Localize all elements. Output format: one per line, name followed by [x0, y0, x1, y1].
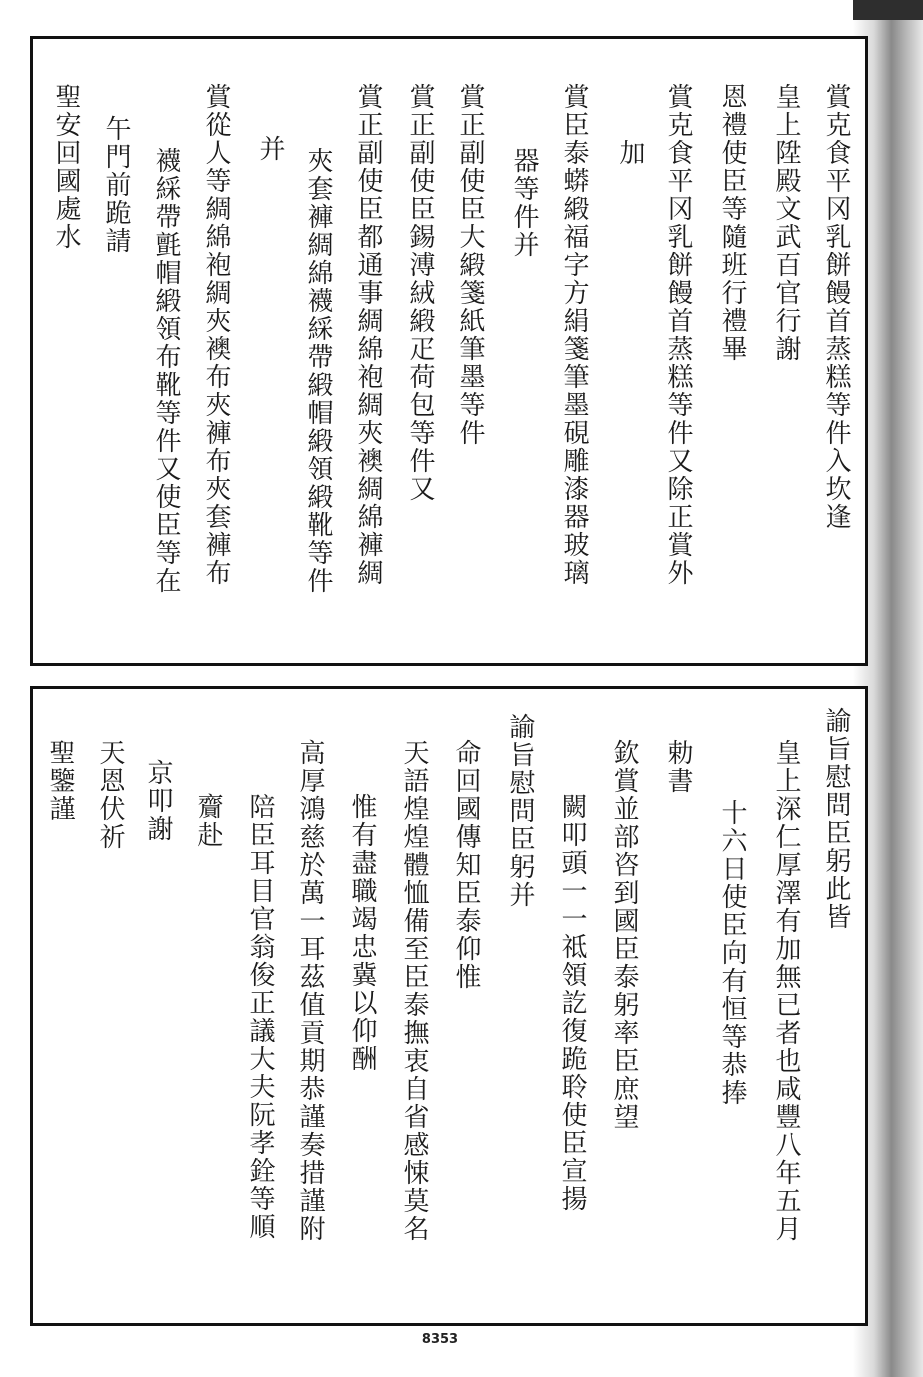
text-column: 賞臣泰蟒緞福字方絹箋筆墨硯雕漆器玻璃 [559, 83, 589, 587]
text-column: 賞克食平冈乳餅饅首蒸糕等件又除正賞外 [663, 83, 693, 587]
text-column: 諭旨慰問臣躬并 [505, 713, 535, 909]
text-column: 齎赴 [193, 793, 223, 849]
page-binding-shadow-top [853, 0, 923, 20]
page-number: 8353 [421, 1332, 459, 1347]
text-column: 加 [615, 139, 645, 167]
text-column: 天語煌煌體恤備至臣泰撫衷自省感悚莫名 [399, 739, 429, 1243]
text-column: 欽賞並部咨到國臣泰躬率臣庶望 [609, 739, 639, 1131]
text-column: 賞正副使臣都通事綢綿袍綢夾襖綢綿褲綢 [353, 83, 383, 587]
text-column: 并 [255, 135, 285, 163]
text-column: 午門前跪請 [101, 115, 131, 255]
text-column: 聖安回國處水 [51, 83, 81, 251]
text-column: 諭旨慰問臣躬此皆 [821, 707, 851, 931]
text-column: 器等件并 [509, 147, 539, 259]
text-column: 賞正副使臣錫溥絨緞疋荷包等件又 [405, 83, 435, 503]
text-column: 惟有盡職竭忠冀以仰酬 [347, 793, 377, 1073]
text-column: 襪綵帶氈帽緞領布靴等件又使臣等在 [151, 147, 181, 595]
text-column: 恩禮使臣等隨班行禮畢 [717, 83, 747, 363]
text-column: 天恩伏祈 [95, 739, 125, 851]
text-column: 十六日使臣向有恒等恭捧 [717, 799, 747, 1107]
text-column: 高厚鴻慈於萬一耳茲值貢期恭謹奏措謹附 [295, 739, 325, 1243]
text-column: 聖鑒謹 [45, 739, 75, 823]
text-column: 命回國傳知臣泰仰惟 [451, 739, 481, 991]
text-column: 京叩謝 [143, 759, 173, 843]
text-column: 勅書 [663, 739, 693, 795]
upper-text-panel [30, 36, 868, 666]
text-column: 皇上陞殿文武百官行謝 [771, 83, 801, 363]
text-column: 闕叩頭一一祗領訖復跪聆使臣宣揚 [557, 793, 587, 1213]
text-column: 賞從人等綢綿袍綢夾襖布夾褲布夾套褲布 [201, 83, 231, 587]
text-column: 皇上深仁厚澤有加無已者也咸豐八年五月 [771, 739, 801, 1243]
lower-text-panel [30, 686, 868, 1326]
text-column: 賞正副使臣大緞箋紙筆墨等件 [455, 83, 485, 447]
text-column: 夾套褲綢綿襪綵帶緞帽緞領緞靴等件 [303, 147, 333, 595]
text-column: 賞克食平冈乳餅饅首蒸糕等件入坎逢 [821, 83, 851, 531]
text-column: 陪臣耳目官翁俊正議大夫阮孝銓等順 [245, 793, 275, 1241]
